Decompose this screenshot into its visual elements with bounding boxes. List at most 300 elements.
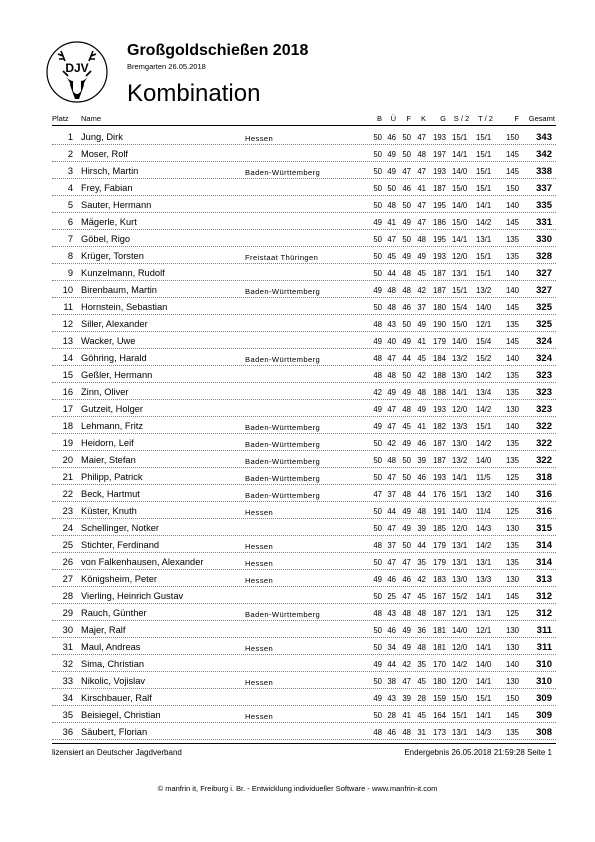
score-ue: 40 [387, 337, 396, 346]
score-f: 45 [402, 422, 411, 431]
total-score: 310 [536, 659, 552, 670]
score-k: 47 [417, 201, 426, 210]
score-ue: 49 [387, 167, 396, 176]
score-k: 46 [417, 473, 426, 482]
total-score: 309 [536, 710, 552, 721]
total-score: 310 [536, 676, 552, 687]
score-g: 183 [432, 575, 446, 584]
score-f: 48 [402, 269, 411, 278]
score-b: 50 [373, 303, 382, 312]
table-row [0, 315, 595, 332]
athlete-name: Siller, Alexander [81, 319, 148, 329]
score-f: 48 [402, 609, 411, 618]
table-row [0, 706, 595, 723]
score-t2: 15/1 [476, 167, 492, 176]
association: Baden-Württemberg [245, 168, 321, 177]
table-row [0, 672, 595, 689]
score-g: 180 [432, 677, 446, 686]
score-s2: 12/0 [452, 405, 468, 414]
score-k: 47 [417, 133, 426, 142]
athlete-name: Majer, Ralf [81, 625, 126, 635]
platz: 36 [62, 727, 73, 737]
athlete-name: Sauter, Hermann [81, 200, 152, 210]
total-score: 323 [536, 387, 552, 398]
score-b: 48 [373, 354, 382, 363]
score-ue: 44 [387, 507, 396, 516]
platz: 20 [62, 455, 73, 465]
score-t2: 14/2 [476, 541, 492, 550]
score-k: 49 [417, 405, 426, 414]
platz: 4 [67, 183, 73, 193]
score-s2: 14/0 [452, 167, 468, 176]
score-fp: 130 [505, 626, 519, 635]
athlete-name: Frey, Fabian [81, 183, 133, 193]
table-row [0, 366, 595, 383]
athlete-name: Zinn, Oliver [81, 387, 129, 397]
athlete-name: Philipp, Patrick [81, 472, 143, 482]
score-g: 179 [432, 337, 446, 346]
score-s2: 13/3 [452, 422, 468, 431]
score-g: 187 [432, 439, 446, 448]
score-f: 50 [402, 201, 411, 210]
score-b: 50 [373, 150, 382, 159]
score-b: 50 [373, 677, 382, 686]
athlete-name: Gutzeit, Holger [81, 404, 144, 414]
score-g: 180 [432, 303, 446, 312]
score-fp: 135 [505, 320, 519, 329]
score-k: 31 [417, 728, 426, 737]
score-s2: 15/0 [452, 218, 468, 227]
association: Freistaat Thüringen [245, 253, 319, 262]
score-f: 42 [402, 660, 411, 669]
total-score: 330 [536, 234, 552, 245]
col-header-fp: F [514, 114, 519, 123]
score-b: 50 [373, 507, 382, 516]
score-k: 42 [417, 286, 426, 295]
score-s2: 15/2 [452, 592, 468, 601]
score-t2: 14/2 [476, 405, 492, 414]
score-g: 173 [432, 728, 446, 737]
total-score: 325 [536, 302, 552, 313]
score-s2: 15/0 [452, 694, 468, 703]
athlete-name: Nikolic, Vojislav [81, 676, 146, 686]
score-t2: 11/5 [476, 473, 491, 482]
total-score: 308 [536, 727, 552, 738]
score-b: 50 [373, 133, 382, 142]
table-row [0, 383, 595, 400]
score-fp: 145 [505, 167, 519, 176]
score-k: 48 [417, 235, 426, 244]
platz: 6 [67, 217, 73, 227]
score-k: 36 [417, 626, 426, 635]
col-header-g: G [440, 114, 446, 123]
score-k: 41 [417, 422, 426, 431]
total-score: 322 [536, 421, 552, 432]
total-score: 322 [536, 455, 552, 466]
total-score: 311 [536, 625, 552, 636]
score-t2: 13/2 [476, 490, 492, 499]
score-g: 186 [432, 218, 446, 227]
score-k: 39 [417, 524, 426, 533]
score-t2: 14/0 [476, 660, 492, 669]
table-row [0, 145, 595, 162]
score-s2: 13/1 [452, 728, 468, 737]
score-s2: 13/0 [452, 371, 468, 380]
table-row [0, 417, 595, 434]
score-k: 35 [417, 660, 426, 669]
score-g: 197 [432, 150, 446, 159]
association: Hessen [245, 559, 274, 568]
score-g: 167 [432, 592, 446, 601]
score-ue: 47 [387, 405, 396, 414]
score-g: 164 [432, 711, 446, 720]
total-score: 315 [536, 523, 552, 534]
score-g: 193 [432, 167, 446, 176]
score-ue: 28 [387, 711, 396, 720]
score-fp: 145 [505, 150, 519, 159]
athlete-name: Sima, Christian [81, 659, 145, 669]
col-header-s2: S / 2 [453, 114, 470, 123]
score-fp: 135 [505, 728, 519, 737]
score-k: 47 [417, 167, 426, 176]
total-score: 323 [536, 370, 552, 381]
platz: 10 [62, 285, 73, 295]
footer-divider [52, 743, 556, 744]
athlete-name: Hirsch, Martin [81, 166, 139, 176]
score-f: 41 [402, 711, 411, 720]
athlete-name: von Falkenhausen, Alexander [81, 557, 204, 567]
score-g: 193 [432, 473, 446, 482]
total-score: 331 [536, 217, 552, 228]
athlete-name: Moser, Rolf [81, 149, 129, 159]
score-b: 50 [373, 201, 382, 210]
athlete-name: Kirschbauer, Ralf [81, 693, 152, 703]
score-ue: 48 [387, 456, 396, 465]
score-fp: 135 [505, 456, 519, 465]
total-score: 314 [536, 557, 552, 568]
score-t2: 15/4 [476, 337, 492, 346]
score-s2: 12/0 [452, 524, 468, 533]
score-b: 50 [373, 473, 382, 482]
score-k: 35 [417, 558, 426, 567]
table-header [0, 114, 595, 124]
score-f: 49 [402, 626, 411, 635]
score-g: 187 [432, 456, 446, 465]
table-row [0, 502, 595, 519]
score-t2: 14/0 [476, 456, 492, 465]
col-header-t2: T / 2 [478, 114, 493, 123]
score-g: 170 [432, 660, 446, 669]
score-g: 179 [432, 541, 446, 550]
score-ue: 34 [387, 643, 396, 652]
score-fp: 140 [505, 354, 519, 363]
score-k: 48 [417, 388, 426, 397]
platz: 3 [67, 166, 73, 176]
score-ue: 37 [387, 490, 396, 499]
score-s2: 15/0 [452, 320, 468, 329]
platz: 32 [62, 659, 73, 669]
score-ue: 43 [387, 320, 396, 329]
score-t2: 15/1 [476, 133, 492, 142]
score-ue: 25 [387, 592, 396, 601]
table-row [0, 604, 595, 621]
score-g: 191 [432, 507, 446, 516]
total-score: 314 [536, 540, 552, 551]
table-row [0, 179, 595, 196]
score-f: 50 [402, 473, 411, 482]
total-score: 335 [536, 200, 552, 211]
score-k: 47 [417, 218, 426, 227]
score-k: 42 [417, 371, 426, 380]
total-score: 342 [536, 149, 552, 160]
score-g: 193 [432, 133, 446, 142]
col-header-ue: Ü [390, 114, 396, 123]
score-b: 42 [373, 388, 382, 397]
document-title: Großgoldschießen 2018 [127, 42, 309, 59]
platz: 17 [62, 404, 73, 414]
score-fp: 135 [505, 388, 519, 397]
total-score: 328 [536, 251, 552, 262]
score-ue: 47 [387, 558, 396, 567]
table-row [0, 587, 595, 604]
total-score: 343 [536, 132, 552, 143]
platz: 31 [62, 642, 73, 652]
score-b: 50 [373, 456, 382, 465]
score-s2: 14/1 [452, 150, 468, 159]
score-fp: 130 [505, 677, 519, 686]
software-credit: © manfrin it, Freiburg i. Br. - Entwicklung individueller Software - www.manfrin-it.com [157, 784, 438, 793]
score-fp: 135 [505, 541, 519, 550]
table-row [0, 655, 595, 672]
table-row [0, 638, 595, 655]
platz: 26 [62, 557, 73, 567]
athlete-name: Maier, Stefan [81, 455, 136, 465]
score-t2: 14/0 [476, 303, 492, 312]
score-t2: 13/3 [476, 575, 492, 584]
score-f: 50 [402, 541, 411, 550]
score-k: 42 [417, 575, 426, 584]
row-divider [52, 739, 556, 740]
score-f: 48 [402, 728, 411, 737]
score-k: 48 [417, 507, 426, 516]
score-fp: 135 [505, 235, 519, 244]
score-s2: 13/1 [452, 269, 468, 278]
col-header-k: K [420, 114, 426, 123]
score-ue: 48 [387, 303, 396, 312]
score-g: 190 [432, 320, 446, 329]
table-row [0, 468, 595, 485]
score-ue: 43 [387, 609, 396, 618]
platz: 28 [62, 591, 73, 601]
score-fp: 130 [505, 405, 519, 414]
header-divider [52, 125, 556, 126]
score-b: 48 [373, 371, 382, 380]
score-ue: 49 [387, 388, 396, 397]
score-ue: 38 [387, 677, 396, 686]
platz: 8 [67, 251, 73, 261]
djv-logo [46, 39, 108, 111]
total-score: 325 [536, 319, 552, 330]
total-score: 327 [536, 285, 552, 296]
score-g: 187 [432, 286, 446, 295]
platz: 5 [67, 200, 73, 210]
association: Hessen [245, 134, 274, 143]
col-header-b: B [376, 114, 382, 123]
platz: 33 [62, 676, 73, 686]
athlete-name: Beisiegel, Christian [81, 710, 161, 720]
score-s2: 13/2 [452, 456, 468, 465]
score-k: 44 [417, 541, 426, 550]
score-k: 45 [417, 354, 426, 363]
score-s2: 14/2 [452, 660, 468, 669]
score-g: 195 [432, 235, 446, 244]
score-k: 39 [417, 456, 426, 465]
association: Baden-Württemberg [245, 474, 321, 483]
license-note: lizensiert an Deutscher Jagdverband [52, 748, 182, 757]
score-k: 48 [417, 609, 426, 618]
total-score: 309 [536, 693, 552, 704]
score-g: 184 [432, 354, 446, 363]
score-g: 187 [432, 609, 446, 618]
score-b: 50 [373, 711, 382, 720]
score-t2: 15/1 [476, 269, 492, 278]
total-score: 327 [536, 268, 552, 279]
col-header-name: Name [81, 114, 102, 123]
score-ue: 48 [387, 201, 396, 210]
score-ue: 46 [387, 575, 396, 584]
score-ue: 46 [387, 133, 396, 142]
score-f: 48 [402, 286, 411, 295]
score-b: 50 [373, 439, 382, 448]
table-row [0, 434, 595, 451]
score-ue: 48 [387, 286, 396, 295]
athlete-name: Säubert, Florian [81, 727, 148, 737]
score-t2: 15/1 [476, 184, 492, 193]
score-k: 49 [417, 320, 426, 329]
score-fp: 150 [505, 133, 519, 142]
score-s2: 13/0 [452, 575, 468, 584]
score-s2: 12/0 [452, 643, 468, 652]
score-t2: 15/1 [476, 252, 492, 261]
athlete-name: Königsheim, Peter [81, 574, 157, 584]
score-fp: 140 [505, 490, 519, 499]
score-ue: 48 [387, 371, 396, 380]
association: Baden-Württemberg [245, 440, 321, 449]
score-k: 41 [417, 337, 426, 346]
score-s2: 15/1 [452, 286, 468, 295]
score-s2: 15/4 [452, 303, 468, 312]
score-f: 39 [402, 694, 411, 703]
athlete-name: Wacker, Uwe [81, 336, 136, 346]
total-score: 313 [536, 574, 552, 585]
table-row [0, 230, 595, 247]
score-b: 49 [373, 337, 382, 346]
score-fp: 140 [505, 660, 519, 669]
platz: 16 [62, 387, 73, 397]
score-t2: 14/1 [476, 677, 492, 686]
platz: 21 [62, 472, 73, 482]
score-ue: 44 [387, 269, 396, 278]
score-f: 50 [402, 371, 411, 380]
score-f: 46 [402, 184, 411, 193]
svg-text:DJV: DJV [65, 61, 89, 75]
platz: 35 [62, 710, 73, 720]
score-t2: 14/2 [476, 371, 492, 380]
platz: 18 [62, 421, 73, 431]
table-row [0, 536, 595, 553]
table-row [0, 570, 595, 587]
score-b: 50 [373, 235, 382, 244]
score-ue: 45 [387, 252, 396, 261]
platz: 34 [62, 693, 73, 703]
athlete-name: Birenbaum, Martin [81, 285, 157, 295]
score-b: 49 [373, 660, 382, 669]
score-ue: 47 [387, 524, 396, 533]
platz: 12 [62, 319, 73, 329]
score-fp: 145 [505, 218, 519, 227]
score-f: 50 [402, 133, 411, 142]
score-t2: 11/4 [476, 507, 491, 516]
score-t2: 15/1 [476, 694, 492, 703]
score-k: 28 [417, 694, 426, 703]
score-ue: 42 [387, 439, 396, 448]
athlete-name: Vierling, Heinrich Gustav [81, 591, 184, 601]
platz: 7 [67, 234, 73, 244]
col-header-platz: Platz [52, 114, 69, 123]
score-k: 49 [417, 252, 426, 261]
association: Baden-Württemberg [245, 287, 321, 296]
score-f: 50 [402, 150, 411, 159]
score-t2: 13/4 [476, 388, 492, 397]
score-k: 45 [417, 711, 426, 720]
score-g: 179 [432, 558, 446, 567]
score-k: 48 [417, 643, 426, 652]
score-ue: 47 [387, 422, 396, 431]
result-category-heading: Kombination [127, 80, 261, 107]
score-s2: 14/1 [452, 473, 468, 482]
score-fp: 130 [505, 643, 519, 652]
table-row [0, 349, 595, 366]
table-row [0, 213, 595, 230]
col-header-f: F [406, 114, 411, 123]
score-s2: 12/0 [452, 252, 468, 261]
score-t2: 12/1 [476, 626, 492, 635]
score-fp: 135 [505, 439, 519, 448]
score-ue: 46 [387, 626, 396, 635]
platz: 9 [67, 268, 73, 278]
score-fp: 145 [505, 592, 519, 601]
platz: 24 [62, 523, 73, 533]
athlete-name: Heidorn, Leif [81, 438, 134, 448]
score-ue: 50 [387, 184, 396, 193]
score-k: 44 [417, 490, 426, 499]
association: Hessen [245, 678, 274, 687]
score-f: 47 [402, 167, 411, 176]
event-location-date: Bremgarten 26.05.2018 [127, 62, 206, 71]
score-g: 181 [432, 643, 446, 652]
total-score: 338 [536, 166, 552, 177]
score-f: 46 [402, 303, 411, 312]
association: Hessen [245, 576, 274, 585]
score-b: 49 [373, 218, 382, 227]
score-t2: 13/1 [476, 235, 492, 244]
score-b: 50 [373, 558, 382, 567]
score-b: 48 [373, 320, 382, 329]
score-b: 50 [373, 252, 382, 261]
total-score: 324 [536, 353, 552, 364]
score-fp: 140 [505, 201, 519, 210]
total-score: 316 [536, 489, 552, 500]
